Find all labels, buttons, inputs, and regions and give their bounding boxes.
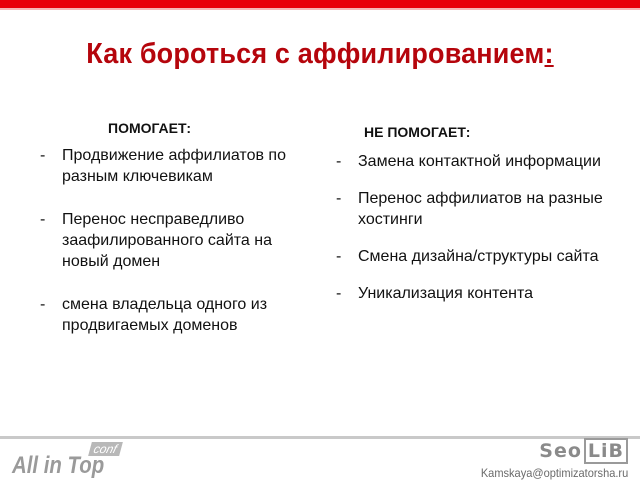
slide-title-text: Как бороться с аффилированием [86,38,545,70]
helps-item [38,145,308,187]
top-accent-shadow [0,8,640,10]
seolib-wordmark [468,440,628,462]
footer-divider [0,436,640,439]
does-not-help-heading: НЕ ПОМОГАЕТ: [364,124,471,140]
bullet-dash: - [40,147,46,164]
top-accent-bar [0,0,640,8]
bullet-dash: - [336,285,342,302]
helps-item [38,209,308,272]
does-not-help-item-text: Замена контактной информации [358,153,601,170]
does-not-help-item [336,188,606,230]
does-not-help-item-text: Уникализация контента [358,285,534,302]
helps-item-text: Перенос несправедливо заафилированного сайта на новый домен [62,211,272,270]
bullet-dash: - [40,211,46,228]
helps-column [38,118,308,336]
helps-heading: ПОМОГАЕТ: [108,120,192,136]
does-not-help-item [336,283,606,304]
bullet-dash: - [336,190,342,207]
bullet-dash: - [40,296,46,313]
does-not-help-item [336,151,606,172]
bullet-dash: - [336,153,342,170]
seolib-lib: LiB [584,438,628,464]
conf-badge: conf [88,442,122,456]
does-not-help-item [336,246,606,267]
helps-item-text: смена владельца одного из продвигаемых доменов [62,296,268,334]
helps-item [38,294,308,336]
does-not-help-column [336,122,606,304]
seolib-seo: Seo [539,440,582,462]
bullet-dash: - [336,248,342,265]
contact-email: Kamskaya@optimizatorsha.ru [480,466,628,480]
all-in-top-wordmark: All in Top [12,452,105,479]
all-in-top-logo [12,442,142,478]
slide-title [22,38,617,71]
does-not-help-item-text: Перенос аффилиатов на разные хостинги [358,190,603,228]
slide-title-colon: : [544,38,554,70]
helps-item-text: Продвижение аффилиатов по разным ключевикам [62,147,286,185]
does-not-help-item-text: Смена дизайна/структуры сайта [358,248,599,265]
seolib-logo [468,440,628,480]
